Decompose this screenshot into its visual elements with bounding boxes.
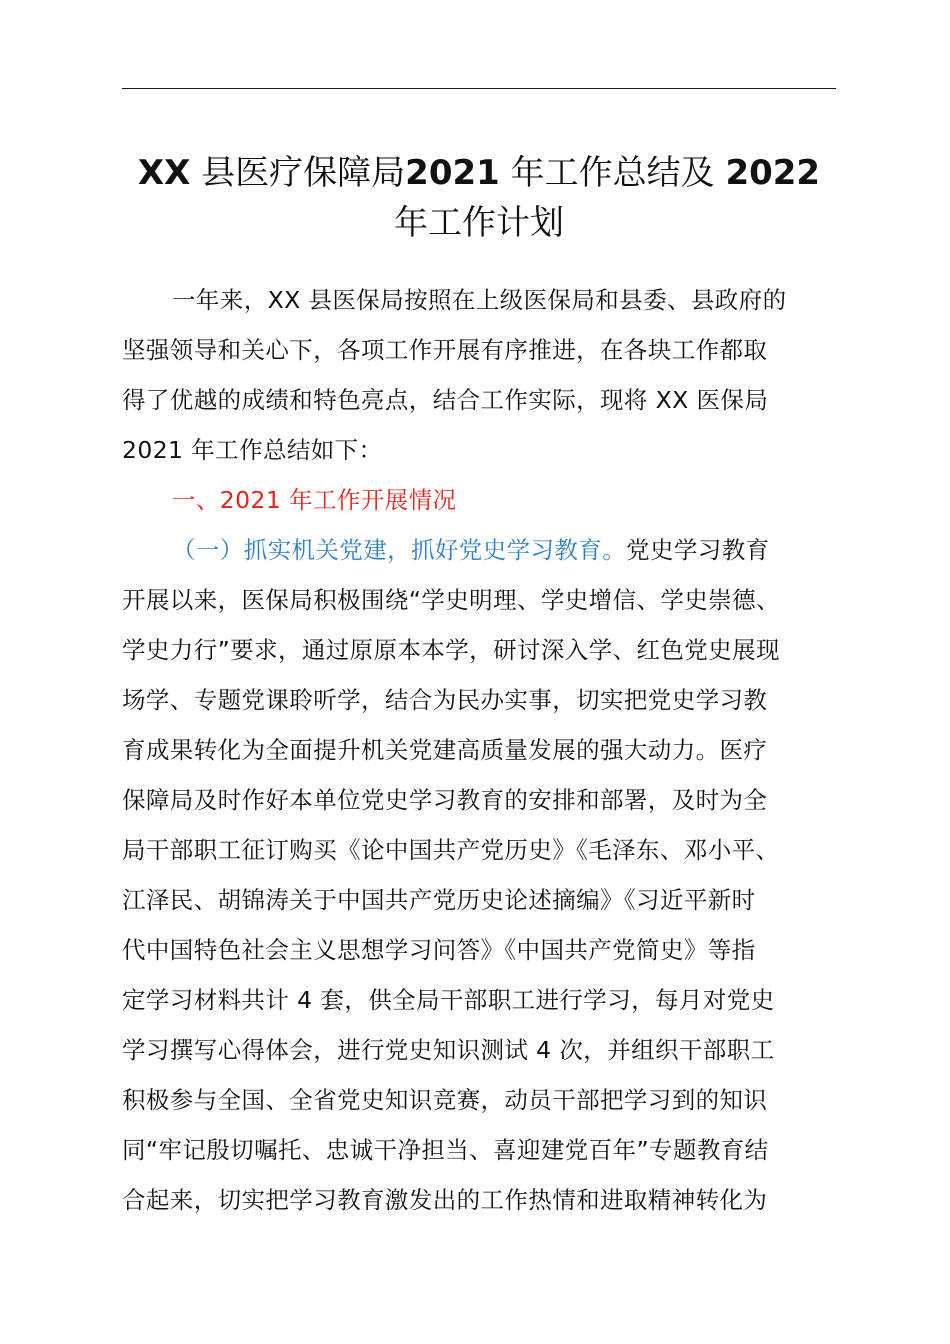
body-line: 学史力行”要求，通过原原本本学，研讨深入学、红色党史展现	[122, 636, 780, 664]
title-segment: 2022	[725, 153, 821, 193]
header-rule	[122, 88, 836, 89]
body-line: 保障局及时作好本单位党史学习教育的安排和部署，及时为全	[122, 786, 768, 814]
title-segment: 年工作总结及	[499, 153, 726, 193]
title-segment: XX	[137, 153, 191, 193]
body-line: 开展以来，医保局积极围绕“学史明理、学史增信、学史崇德、	[122, 586, 780, 614]
body-line: 局干部职工征订购买《论中国共产党历史》《毛泽东、邓小平、	[122, 836, 780, 864]
document-body	[122, 275, 852, 1225]
body-text: 党史学习教育	[626, 536, 770, 564]
body-line	[122, 525, 852, 575]
body-line: 合起来，切实把学习教育激发出的工作热情和进取精神转化为	[122, 1186, 768, 1214]
body-line: 坚强领导和关心下，各项工作开展有序推进，在各块工作都取	[122, 336, 768, 364]
body-line: 场学、专题党课聆听学，结合为民办实事，切实把党史学习教	[122, 686, 768, 714]
body-line: 同“牢记殷切嘱托、忠诚干净担当、喜迎建党百年”专题教育结	[122, 1136, 769, 1164]
body-line: 得了优越的成绩和特色亮点，结合工作实际，现将 XX 医保局	[122, 386, 769, 414]
body-line: 江泽民、胡锦涛关于中国共产党历史论述摘编》《习近平新时	[122, 886, 756, 914]
document-title	[112, 148, 846, 248]
body-line: 育成果转化为全面提升机关党建高质量发展的强大动力。医疗	[122, 736, 768, 764]
body-line: 学习撰写心得体会，进行党史知识测试 4 次，并组织干部职工	[122, 1036, 775, 1064]
body-line: 代中国特色社会主义思想学习问答》《中国共产党简史》等指	[122, 936, 756, 964]
title-segment: 县医疗保障局	[190, 153, 406, 193]
section-heading: 一、2021 年工作开展情况	[172, 486, 457, 514]
body-line: 一年来，XX 县医保局按照在上级医保局和县委、县政府的	[172, 286, 787, 314]
title-line-1	[112, 148, 846, 198]
body-line: 积极参与全国、全省党史知识竞赛，动员干部把学习到的知识	[122, 1086, 768, 1114]
title-segment: 2021	[405, 153, 500, 193]
title-line-2: 年工作计划	[394, 203, 564, 243]
body-line: 2021 年工作总结如下：	[122, 436, 383, 464]
section-heading: （一）抓实机关党建，抓好党史学习教育。	[172, 536, 627, 564]
body-line: 定学习材料共计 4 套，供全局干部职工进行学习，每月对党史	[122, 986, 775, 1014]
